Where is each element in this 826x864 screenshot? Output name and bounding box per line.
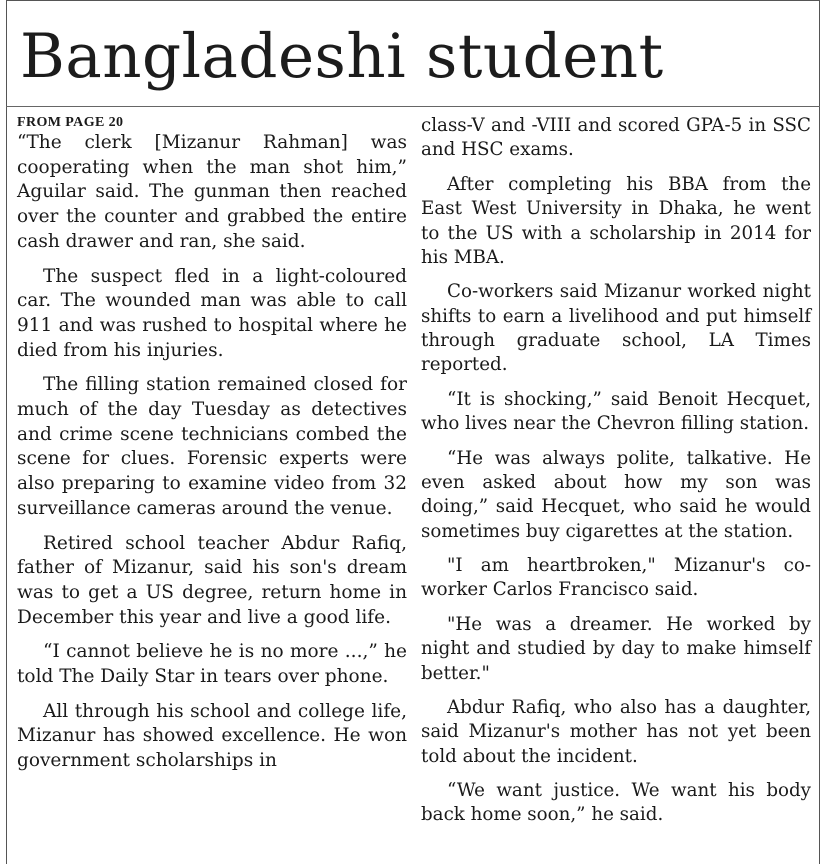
right-column: [421, 114, 811, 838]
continuation-kicker: FROM PAGE 20: [17, 115, 124, 130]
paragraph: “We want justice. We want his body back home soon,” he said.: [421, 780, 811, 826]
paragraph: class-V and -VIII and scored GPA-5 in SSC and HSC exams.: [421, 115, 811, 161]
paragraph: The filling station remained closed for much of the day Tuesday as detectives and crime scene technicians combed the scene for clues. Forensic experts were also preparing to examine video from 32 surveillance cameras around the venue.: [17, 374, 407, 519]
left-column: [17, 114, 407, 784]
paragraph: The suspect fled in a light-coloured car. The wounded man was able to call 911 and was rushed to hospital where he died from his injuries.: [17, 265, 407, 361]
paragraph: After completing his BBA from the East West University in Dhaka, he went to the US with a scholarship in 2014 for his MBA.: [421, 173, 811, 268]
paragraph: Abdur Rafiq, who also has a daughter, said Mizanur's mother has not yet been told about the incident.: [421, 696, 811, 767]
paragraph: All through his school and college life, Mizanur has showed excellence. He won government scholarships in: [17, 700, 407, 772]
paragraph: "He was a dreamer. He worked by night and studied by day to make himself better.": [421, 613, 811, 684]
paragraph: “He was always polite, talkative. He even asked about how my son was doing,” said Hecquet, who said he would sometimes buy cigarettes at the station.: [421, 447, 811, 542]
paragraph: “It is shocking,” said Benoit Hecquet, who lives near the Chevron filling station.: [421, 388, 811, 435]
paragraph: “I cannot believe he is no more ...,” he told The Daily Star in tears over phone.: [17, 641, 407, 688]
paragraph: “The clerk [Mizanur Rahman] was cooperating when the man shot him,” Aguilar said. The gunman then reached over the counter and grabbed the entire cash drawer and ran, she said.: [17, 132, 407, 252]
paragraph: Co-workers said Mizanur worked night shifts to earn a livelihood and put himself through graduate school, LA Times reported.: [421, 281, 811, 376]
paragraph: Retired school teacher Abdur Rafiq, father of Mizanur, said his son's dream was to get a US degree, return home in December this year and live a good life.: [17, 532, 407, 628]
headline-divider: [6, 106, 820, 107]
paragraph: "I am heartbroken," Mizanur's co-worker Carlos Francisco said.: [421, 555, 811, 601]
headline: Bangladeshi student: [20, 21, 664, 92]
